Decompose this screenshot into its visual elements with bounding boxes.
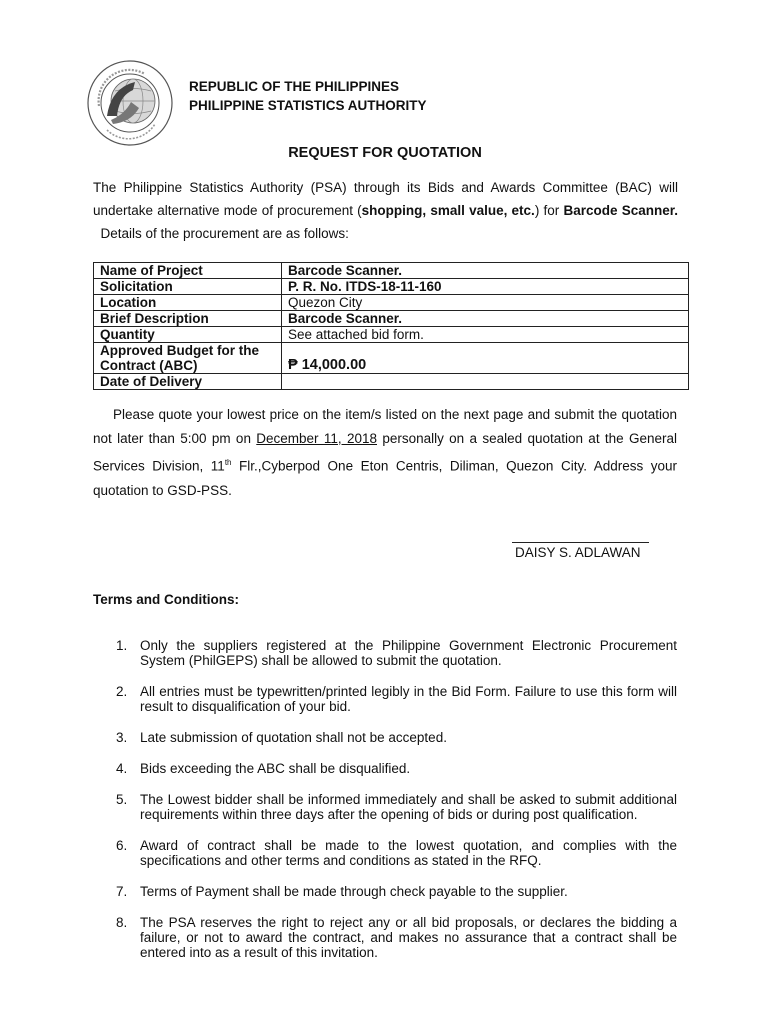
term-text: Terms of Payment shall be made through check payable to the supplier. [140, 884, 568, 899]
procurement-details-table [93, 262, 689, 390]
date-of-delivery-label: Date of Delivery [94, 374, 282, 390]
abc-label-line1: Approved Budget for the [100, 343, 259, 358]
instructions-text-3: Flr.,Cyberpod One Eton Centris, Diliman, Quezon City. Address your quotation to GSD-PSS. [93, 458, 678, 498]
signature-line [512, 542, 649, 543]
intro-text-1: The Philippine Statistics Authority (PSA) through its Bids and Awards Committee (BAC) will undertake alternative mode of procurement ( [93, 180, 678, 218]
location-label: Location [94, 295, 282, 311]
intro-text-3: Details of the procurement are as follows: [93, 226, 349, 241]
list-item [93, 915, 677, 960]
term-text: Award of contract shall be made to the lowest quotation, and complies with the specifications and other terms and conditions as stated in the RFQ. [140, 838, 677, 868]
list-item [93, 792, 677, 822]
term-number: 5. [116, 792, 128, 807]
table-row [94, 343, 689, 374]
list-item [93, 761, 677, 776]
term-text: Bids exceeding the ABC shall be disqualified. [140, 761, 411, 776]
solicitation-label: Solicitation [94, 279, 282, 295]
term-text: The Lowest bidder shall be informed immediately and shall be asked to submit additional requirements within three days after the opening of bids or during post qualification. [140, 792, 677, 822]
instructions-text-1: Please quote your lowest price on the item/s listed on the next page and submit the quotation not later than 5:00 pm on [93, 407, 677, 446]
instructions-paragraph [93, 403, 677, 503]
term-number: 7. [116, 884, 128, 899]
intro-bold-item: Barcode Scanner. [563, 203, 678, 218]
solicitation-value: P. R. No. ITDS-18-11-160 [282, 279, 689, 295]
location-value: Quezon City [282, 295, 689, 311]
intro-paragraph [93, 176, 678, 245]
table-row [94, 279, 689, 295]
signatory-name: DAISY S. ADLAWAN [515, 545, 641, 560]
abc-value: ₱ 14,000.00 [282, 343, 689, 374]
term-number: 2. [116, 684, 128, 699]
term-text: The PSA reserves the right to reject any or all bid proposals, or declares the bidding a failure, or not to award the contract, and makes no assurance that a contract shall be entered into as a result of this invitation. [140, 915, 677, 960]
table-row [94, 263, 689, 279]
table-row [94, 311, 689, 327]
list-item [93, 884, 677, 899]
term-text: All entries must be typewritten/printed legibly in the Bid Form. Failure to use this form will result to disqualification of your bid. [140, 684, 677, 714]
terms-list [93, 638, 677, 960]
list-item [93, 638, 677, 668]
terms-heading: Terms and Conditions: [93, 592, 240, 607]
term-number: 1. [116, 638, 128, 653]
quantity-label: Quantity [94, 327, 282, 343]
abc-label [94, 343, 282, 374]
term-text: Late submission of quotation shall not be accepted. [140, 730, 447, 745]
term-text: Only the suppliers registered at the Philippine Government Electronic Procurement System (PhilGEPS) shall be allowed to submit the quotation. [140, 638, 677, 668]
date-of-delivery-value [282, 374, 689, 390]
name-of-project-label: Name of Project [94, 263, 282, 279]
quantity-value: See attached bid form. [282, 327, 689, 343]
abc-label-line2: Contract (ABC) [100, 358, 198, 373]
term-number: 6. [116, 838, 128, 853]
table-row [94, 327, 689, 343]
list-item [93, 730, 677, 745]
authority-line: PHILIPPINE STATISTICS AUTHORITY [189, 98, 427, 113]
intro-bold-mode: shopping, small value, etc. [361, 203, 535, 218]
agency-header [189, 77, 427, 115]
table-row [94, 374, 689, 390]
list-item [93, 838, 677, 868]
term-number: 4. [116, 761, 128, 776]
term-number: 3. [116, 730, 128, 745]
floor-ordinal-suffix: th [224, 458, 232, 467]
term-number: 8. [116, 915, 128, 930]
table-row [94, 295, 689, 311]
republic-line: REPUBLIC OF THE PHILIPPINES [189, 79, 400, 94]
psa-seal-logo [85, 58, 175, 148]
name-of-project-value: Barcode Scanner. [282, 263, 689, 279]
intro-text-2: ) for [534, 203, 564, 218]
brief-description-label: Brief Description [94, 311, 282, 327]
brief-description-value: Barcode Scanner. [282, 311, 689, 327]
instructions-text-2: personally on a sealed quotation at the General Services Division, 11 [93, 431, 678, 474]
page-title: REQUEST FOR QUOTATION [288, 145, 482, 161]
list-item [93, 684, 677, 714]
submission-deadline: December 11, 2018 [256, 431, 377, 446]
